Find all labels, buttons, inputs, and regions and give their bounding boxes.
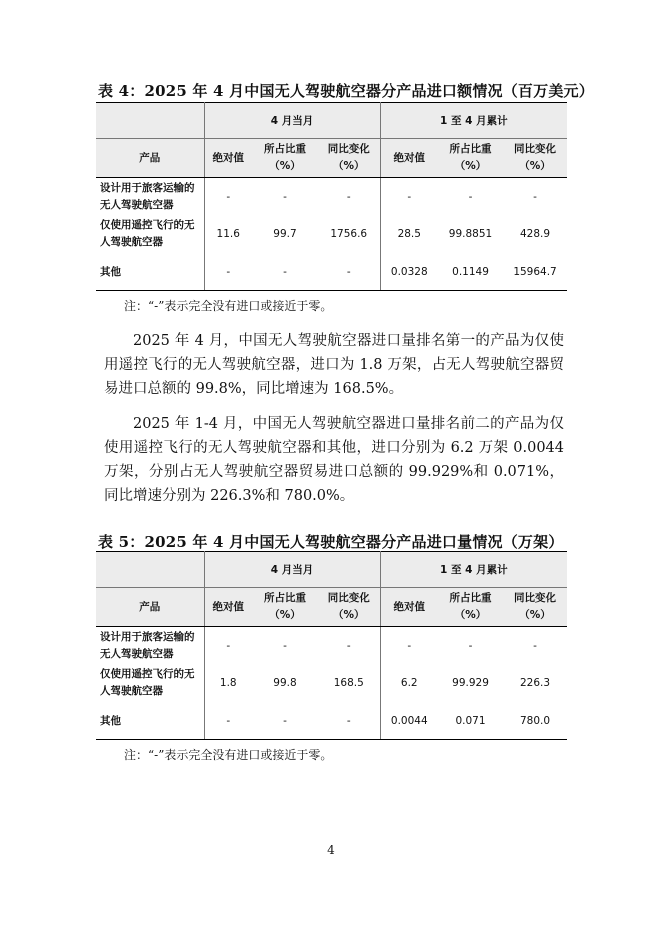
- cell-cum-share: 0.071: [438, 703, 503, 740]
- cell-cum-share: -: [468, 191, 473, 203]
- cell-month-abs: -: [226, 191, 231, 203]
- table5-col-cum-yoy: 同比变化（%）: [503, 588, 567, 627]
- table-row: [96, 178, 567, 215]
- cell-month-yoy: 168.5: [318, 663, 380, 703]
- row-label: 设计用于旅客运输的无人驾驶航空器: [96, 178, 204, 215]
- page-number: 4: [327, 843, 335, 857]
- table4-col-product: 产品: [96, 139, 204, 178]
- row-label: 其他: [96, 254, 204, 291]
- cell-cum-share: 0.1149: [438, 254, 503, 291]
- table5-col-share: 所占比重（%）: [252, 588, 318, 627]
- table5-group-header: [96, 552, 567, 588]
- table5-group-current: 4 月当月: [204, 552, 380, 588]
- table4-group-cumulative: 1 至 4 月累计: [380, 103, 567, 139]
- table5-column-header: [96, 588, 567, 627]
- cell-month-share: -: [252, 254, 318, 291]
- cell-month-yoy: 1756.6: [318, 214, 380, 254]
- cell-month-yoy: -: [318, 254, 380, 291]
- paragraph-2: 2025 年 1-4 月，中国无人驾驶航空器进口量排名前二的产品为仅使用遥控飞行的无人驾驶航空器和其他，进口分别为 6.2 万架 0.0044 万架，分别占无人驾驶航空器贸易进口总额的 99.929%和 0.071%，同比增速分别为 226.3%和 780.0%。: [104, 416, 564, 504]
- cell-month-share: -: [283, 191, 287, 203]
- table-row: [96, 663, 567, 703]
- cell-cum-yoy: -: [533, 640, 537, 652]
- table4-note: 注：“-”表示完全没有进口或接近于零。: [124, 299, 333, 313]
- row-label: 仅使用遥控飞行的无人驾驶航空器: [96, 214, 204, 254]
- cell-month-yoy: -: [318, 178, 380, 215]
- cell-month-share: 99.8: [273, 677, 297, 689]
- cell-month-abs: 1.8: [219, 677, 237, 689]
- table-row: [96, 627, 567, 664]
- cell-cum-abs: -: [407, 640, 412, 652]
- table5-caption: 表 5：2025 年 4 月中国无人驾驶航空器分产品进口量情况（万架）: [98, 533, 564, 551]
- table4-col-share: 所占比重（%）: [252, 139, 318, 178]
- cell-cum-yoy: 15964.7: [503, 254, 567, 291]
- table4-column-header: [96, 139, 567, 178]
- cell-cum-abs: 6.2: [400, 677, 418, 689]
- row-label: 仅使用遥控飞行的无人驾驶航空器: [96, 663, 204, 703]
- cell-cum-share: 99.929: [452, 677, 489, 689]
- table4-group-header: [96, 103, 567, 139]
- table4-col-cum-abs: 绝对值: [380, 139, 438, 178]
- cell-cum-yoy: 428.9: [520, 228, 551, 240]
- cell-cum-yoy: 780.0: [503, 703, 567, 740]
- cell-cum-share: -: [468, 640, 473, 652]
- table-row: [96, 214, 567, 254]
- cell-month-share: -: [283, 640, 287, 652]
- cell-month-share: 99.7: [273, 228, 297, 240]
- table-row: [96, 703, 567, 740]
- cell-cum-abs: 0.0044: [380, 703, 438, 740]
- table4-col-cum-share: 所占比重（%）: [438, 139, 503, 178]
- cell-month-share: -: [252, 703, 318, 740]
- table4-col-yoy: 同比变化（%）: [318, 139, 380, 178]
- table4-caption: 表 4：2025 年 4 月中国无人驾驶航空器分产品进口额情况（百万美元）: [98, 82, 594, 100]
- cell-month-yoy: -: [318, 627, 380, 664]
- cell-month-yoy: -: [318, 703, 380, 740]
- table4: [96, 102, 567, 291]
- cell-cum-abs: 28.5: [397, 228, 421, 240]
- table5-col-cum-abs: 绝对值: [380, 588, 438, 627]
- table5-col-abs: 绝对值: [204, 588, 252, 627]
- table5-col-yoy: 同比变化（%）: [318, 588, 380, 627]
- row-label: 设计用于旅客运输的无人驾驶航空器: [96, 627, 204, 664]
- table5: [96, 551, 567, 740]
- cell-cum-yoy: -: [533, 191, 537, 203]
- table4-blank-cell: [96, 103, 204, 139]
- table5-group-cumulative: 1 至 4 月累计: [380, 552, 567, 588]
- cell-month-abs: -: [204, 703, 252, 740]
- paragraph-1: 2025 年 4 月，中国无人驾驶航空器进口量排名第一的产品为仅使用遥控飞行的无人驾驶航空器，进口为 1.8 万架，占无人驾驶航空器贸易进口总额的 99.8%，同比增速为 168.5%。: [104, 333, 564, 397]
- cell-cum-yoy: 226.3: [520, 677, 551, 689]
- cell-month-abs: -: [204, 254, 252, 291]
- table4-col-abs: 绝对值: [204, 139, 252, 178]
- table5-col-product: 产品: [96, 588, 204, 627]
- cell-month-abs: 11.6: [216, 228, 240, 240]
- table-row: [96, 254, 567, 291]
- table4-col-cum-yoy: 同比变化（%）: [503, 139, 567, 178]
- table4-group-current: 4 月当月: [204, 103, 380, 139]
- cell-cum-abs: 0.0328: [380, 254, 438, 291]
- table5-col-cum-share: 所占比重（%）: [438, 588, 503, 627]
- cell-month-abs: -: [226, 640, 231, 652]
- table5-blank-cell: [96, 552, 204, 588]
- table5-note: 注：“-”表示完全没有进口或接近于零。: [124, 748, 333, 762]
- row-label: 其他: [96, 703, 204, 740]
- cell-cum-abs: -: [407, 191, 412, 203]
- cell-cum-share: 99.8851: [448, 228, 493, 240]
